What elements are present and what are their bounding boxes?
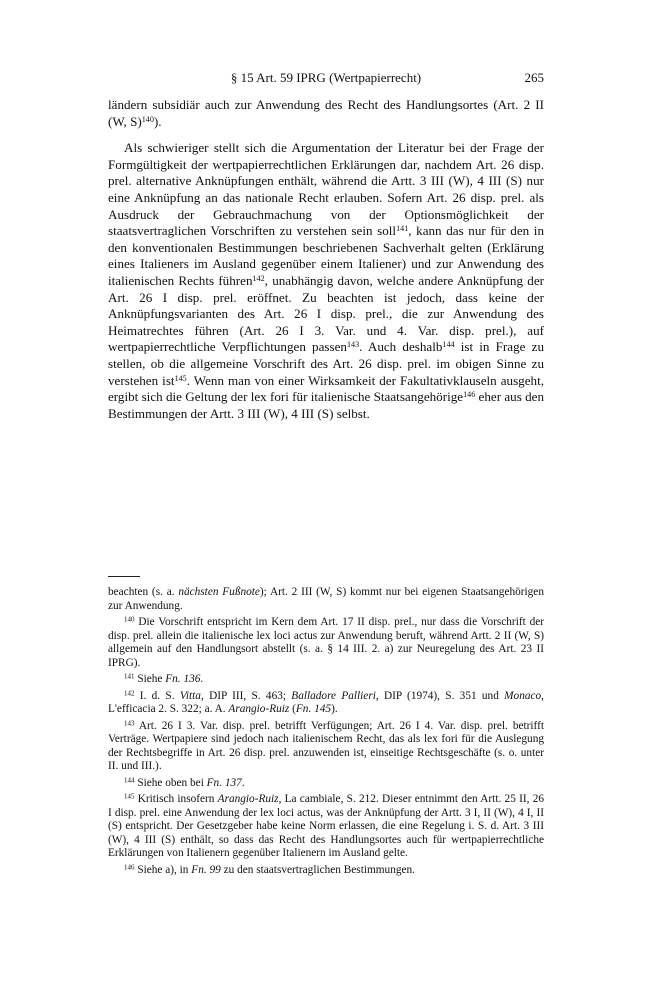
footnote-separator [108, 576, 140, 577]
footnote-146: $^{146}$ Siehe a), in Fn. 99 zu den staatsvertraglichen Bestimmungen. [124, 863, 415, 876]
footnote-ref[interactable]: 140 [141, 114, 154, 124]
running-title: § 15 Art. 59 IPRG (Wertpapierrecht) [230, 70, 422, 85]
paragraph-continuation: ländern subsidiär auch zur Anwendung des Recht des Handlungsortes (Art. 2 II (W, S)$^{140}$). [108, 97, 544, 129]
footnotes [108, 586, 544, 880]
footnote-number: 143 [124, 719, 135, 727]
running-header [108, 70, 544, 88]
footnote-145: $^{145}$ Kritisch insofern Arangio-Ruiz, La cambiale, S. 212. Dieser entnimmt den Artt. 25 II, 26 I disp. prel. eine Anwendung der lex loci actus, was der Anknüpfung der Artt. 3 I, II (W), 4 I, II (S) entspricht. Der Gesetzgeber habe keine Norm erlassen, die eine Regelung i. S. d. Art. 3 III (W), 4 III (S) enthält, so dass das Recht des Handlungsortes auch für wertpapierrechtliche Erklärungen von Italienern gegenüber Italienern im Ausland gelte. [108, 792, 544, 859]
footnote-141: $^{141}$ Siehe Fn. 136. [124, 672, 204, 685]
footnote-continuation: beachten (s. a. nächsten Fußnote); Art. 2 III (W, S) kommt nur bei eigenen Staatsangehörigen zur Anwendung. [108, 586, 544, 612]
page-number: 265 [524, 70, 544, 85]
footnote-ref[interactable]: 143 [346, 340, 360, 350]
footnote-140: $^{140}$ Die Vorschrift entspricht im Kern dem Art. 17 II disp. prel., nur dass die Vorschrift der disp. prel. allein die italienische lex loci actus zur Anwendung beruft, während Artt. 2 II (W, S) allgemein auf den Handlungsort abstellt (s. a. § 14 III. 2. a) zur Neuregelung des Art. 23 II IPRG). [108, 615, 544, 669]
footnote-number: 145 [124, 792, 135, 801]
footnote-number: 141 [124, 672, 135, 681]
footnote-number: 142 [124, 689, 135, 697]
paragraph: Als schwieriger stellt sich die Argumentation der Literatur bei der Frage der Formgültigkeit der wertpapierrechtlichen Erklärungen dar, nachdem Art. 26 disp. prel. alternative Anknüpfungen enthält, während die Artt. 3 III (W), 4 III (S) nur eine Anknüpfung an das nationale Recht erlauben. Sofern Art. 26 disp. prel. als Ausdruck der Gebrauchmachung von der Optionsmöglichkeit der staatsvertraglichen Vorschriften zu verstehen sein soll$^{141}$, kann das nur für den in den konventionalen Bestimmungen beschriebenen Sachverhalt gelten (Erklärung eines Italieners im Ausland gegenüber einem Italiener) und zur Anwendung des italienischen Rechts führen$^{142}$, unabhängig davon, welche andere Anknüpfung der Art. 26 I disp. prel. eröffnet. Zu beachten ist jedoch, dass keine der Anknüpfungsvarianten des Art. 26 I disp. prel., die zur Anwendung des Heimatrechtes führen (Art. 26 I 3. Var. und 4. Var. disp. prel.), auf wertpapierrechtliche Verpflichtungen passen$^{143}$. Auch deshalb$^{144}$ ist in Frage zu stellen, ob die allgemeine Vorschrift des Art. 26 disp. prel. im obigen Sinne zu verstehen ist$^{145}$. Wenn man von einer Wirksamkeit der Fakultativklauseln ausgeht, ergibt sich die Geltung der lex fori für italienische Staatsangehörige$^{146}$ eher aus den Bestimmungen der Artt. 3 III (W), 4 III (S) selbst. [108, 140, 544, 421]
footnote-ref[interactable]: 145 [174, 373, 187, 383]
footnote-142: $^{142}$ I. d. S. Vitta, DIP III, S. 463; Balladore Pallieri, DIP (1974), S. 351 und Monaco, L'efficacia 2. S. 322; a. A. Arangio-Ruiz (Fn. 145). [108, 689, 544, 715]
footnote-ref[interactable]: 142 [252, 273, 265, 283]
footnote-number: 146 [124, 863, 135, 871]
footnote-number: 144 [124, 776, 135, 784]
footnote-143: $^{143}$ Art. 26 I 3. Var. disp. prel. betrifft Verfügungen; Art. 26 I 4. Var. disp. prel. betrifft Verträge. Wertpapiere sind jedoch nach italienischem Recht, das als lex fori für die Auslegung der Rechtsbegriffe in Art. 26 disp. prel. anzuwenden ist, einseitige Rechtsgeschäfte (s. o. unter II. und III.). [108, 719, 544, 772]
footnote-144: $^{144}$ Siehe oben bei Fn. 137. [124, 776, 245, 789]
footnote-ref[interactable]: 146 [463, 390, 476, 400]
footnote-ref[interactable]: 144 [442, 340, 455, 350]
footnote-number: 140 [124, 615, 135, 624]
main-text [108, 97, 544, 432]
footnote-ref[interactable]: 141 [396, 224, 409, 234]
